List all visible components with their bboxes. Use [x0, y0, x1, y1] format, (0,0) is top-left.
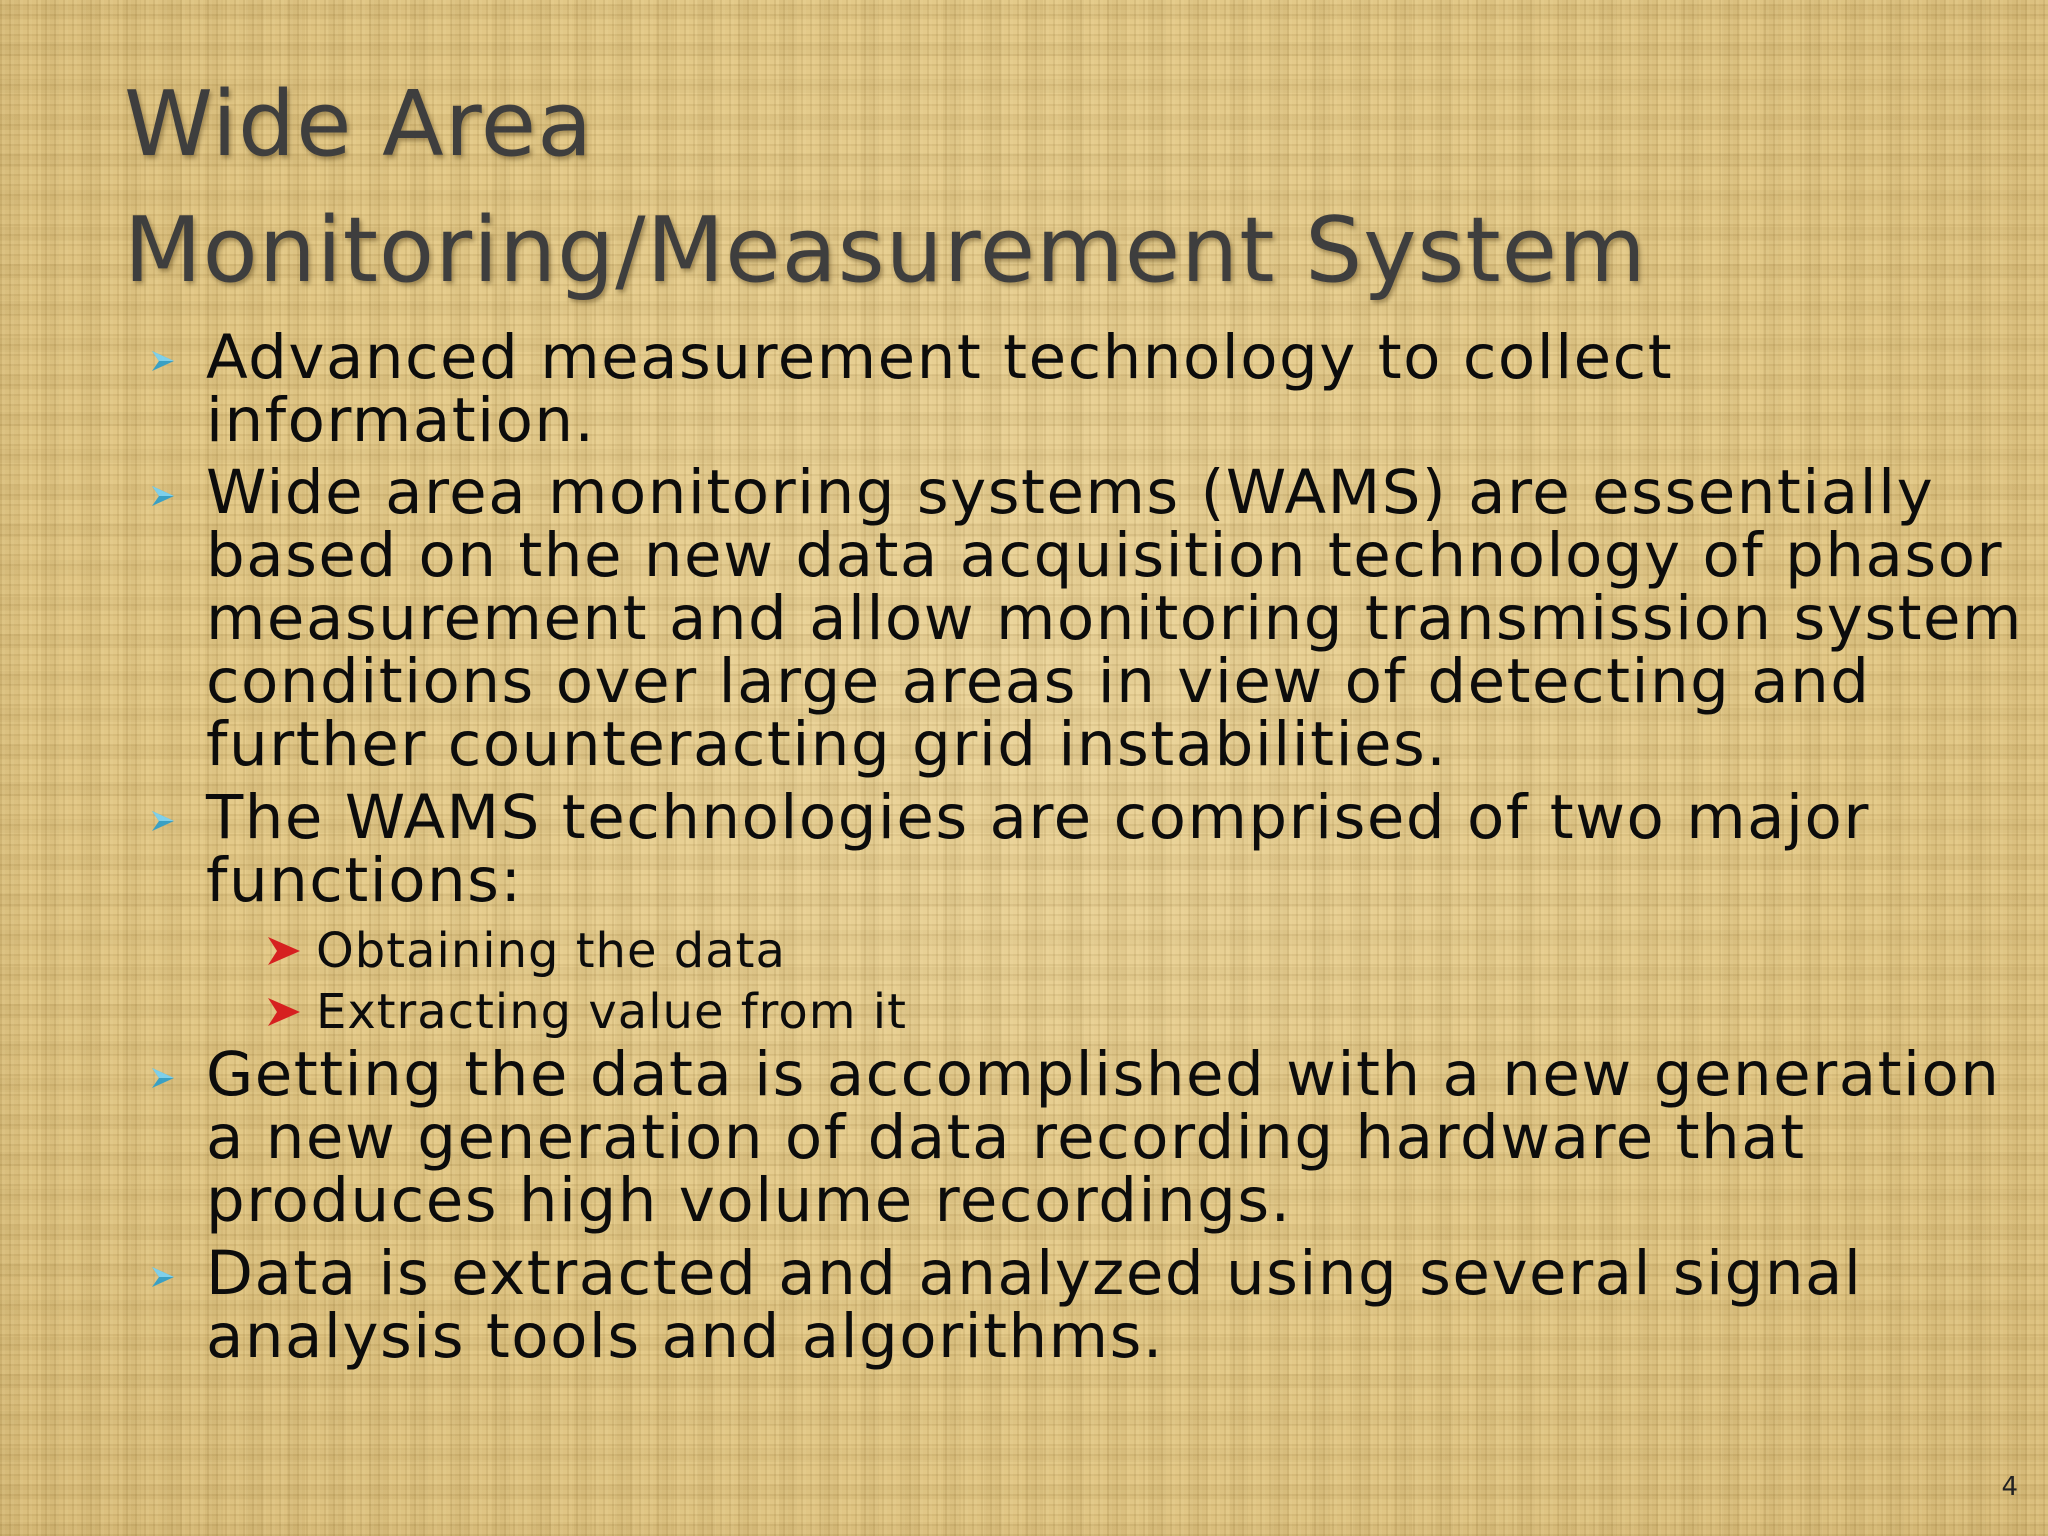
sub-bullet-text: Obtaining the data	[316, 923, 786, 979]
bullet-text-line: further counteracting grid instabilities.	[206, 709, 1448, 780]
arrowhead-bullet-icon	[150, 1065, 176, 1091]
arrowhead-bullet-icon	[150, 1264, 176, 1290]
red-arrowhead-bullet-icon	[266, 996, 302, 1028]
bullet-text-line: a new generation of data recording hardware that	[206, 1102, 1806, 1173]
bullet-text-line: based on the new data acquisition technology of phasor	[206, 520, 2004, 591]
arrowhead-bullet-icon	[150, 348, 176, 374]
bullet-item	[206, 1238, 2036, 1372]
arrowhead-bullet-icon	[150, 483, 176, 509]
bullet-text-line: conditions over large areas in view of detecting and	[206, 646, 1871, 717]
red-arrowhead-bullet-icon	[266, 935, 302, 967]
arrowhead-bullet-icon	[150, 808, 176, 834]
bullet-text-line: functions:	[206, 845, 523, 916]
bullet-text-line: analysis tools and algorithms.	[206, 1301, 1164, 1372]
bullet-text-line: Advanced measurement technology to collect	[206, 322, 1674, 393]
sub-bullet-item	[316, 982, 907, 1042]
sub-bullet-text: Extracting value from it	[316, 984, 907, 1040]
bullet-item	[206, 457, 2036, 780]
bullet-text-line: Getting the data is accomplished with a new generation	[206, 1039, 2001, 1110]
slide-title-line-1: Wide Area	[124, 72, 594, 177]
page-number: 4	[2001, 1472, 2018, 1502]
bullet-text-line: Data is extracted and analyzed using several signal	[206, 1238, 1863, 1309]
bullet-item	[206, 322, 2036, 456]
bullet-text-line: Wide area monitoring systems (WAMS) are essentially	[206, 457, 1935, 528]
bullet-text-line: measurement and allow monitoring transmission system	[206, 583, 2023, 654]
slide-title-line-2: Monitoring/Measurement System	[124, 198, 1647, 303]
sub-bullet-item	[316, 921, 786, 981]
bullet-text-line: The WAMS technologies are comprised of two major	[206, 782, 1870, 853]
bullet-text-line: produces high volume recordings.	[206, 1165, 1292, 1236]
bullet-item	[206, 782, 2036, 916]
bullet-text-line: information.	[206, 385, 596, 456]
bullet-item	[206, 1039, 2036, 1236]
